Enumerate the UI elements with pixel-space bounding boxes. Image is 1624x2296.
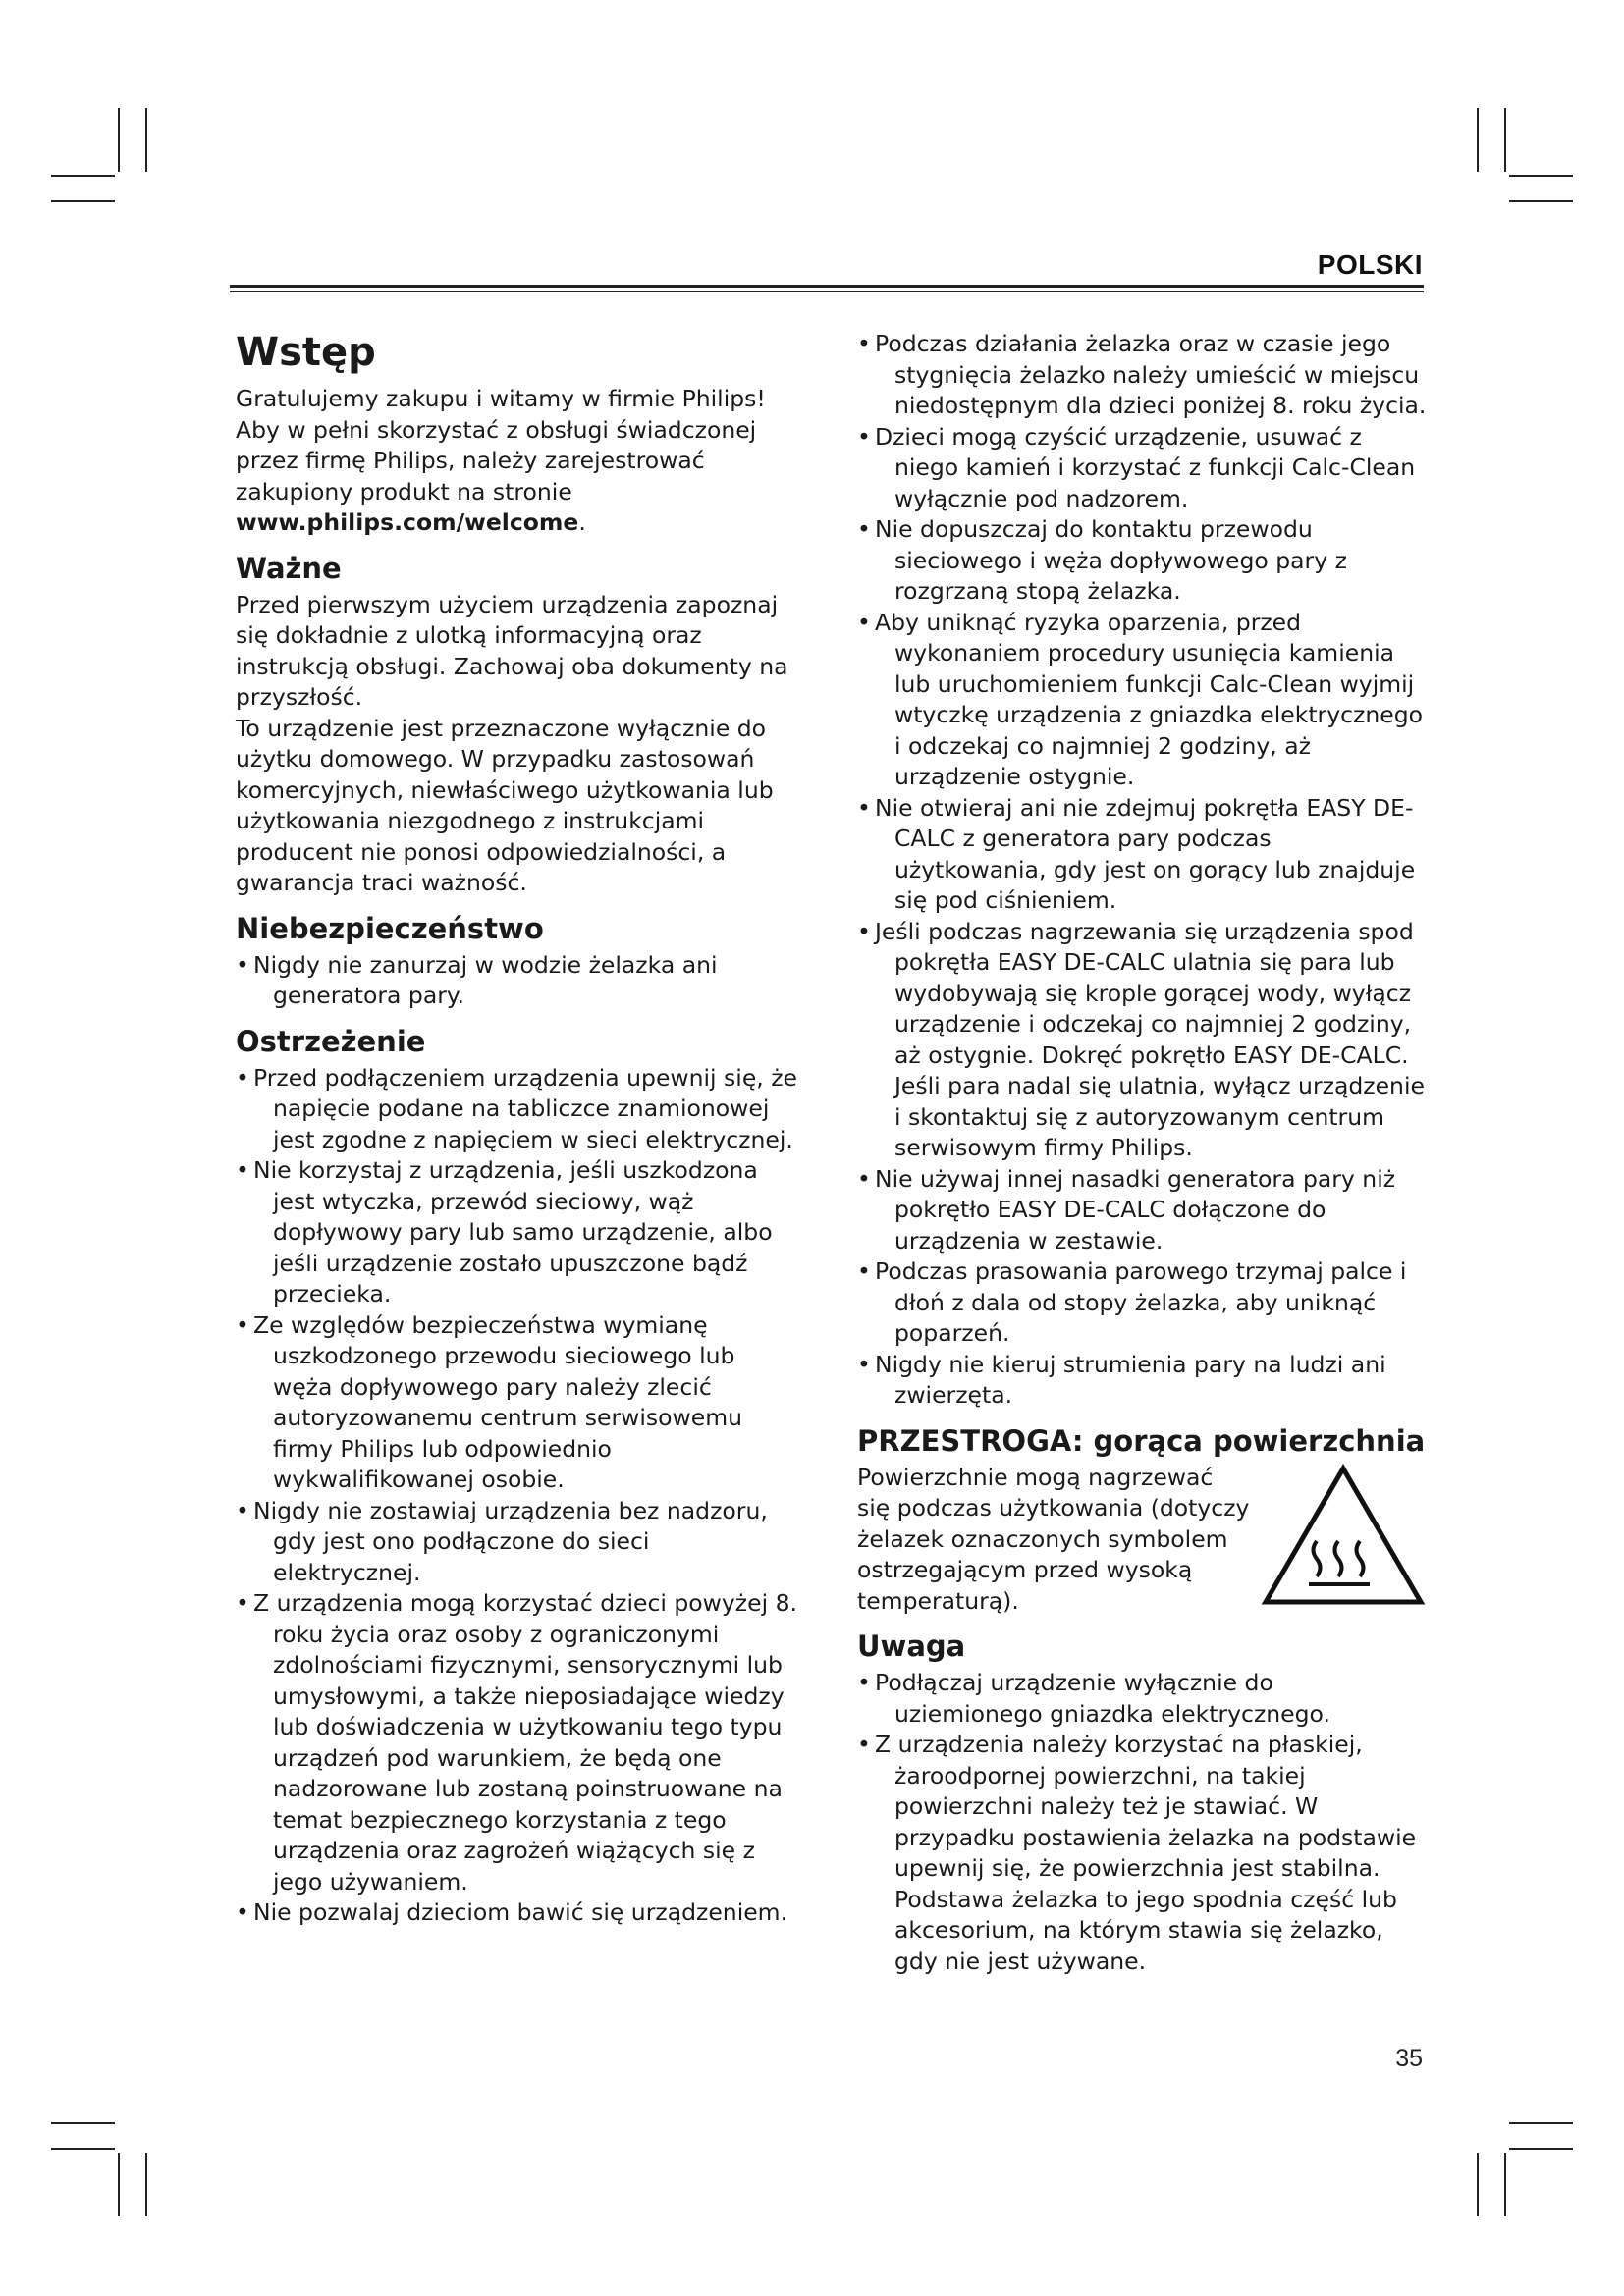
list-item: • Podczas prasowania parowego trzymaj palce i dłoń z dala od stopy żelazka, aby uniknąć poparzeń.: [857, 1256, 1427, 1350]
list-item: • Przed podłączeniem urządzenia upewnij się, że napięcie podane na tabliczce znamionowej jest zgodne z napięciem w sieci elektrycznej.: [236, 1063, 800, 1156]
list-item: • Nie dopuszczaj do kontaktu przewodu sieciowego i węża dopływowego pary z rozgrzaną stopą żelazka.: [857, 514, 1427, 608]
welcome-link[interactable]: www.philips.com/welcome: [236, 508, 579, 536]
note-list: [857, 1668, 1427, 1977]
list-item: • Nie korzystaj z urządzenia, jeśli uszkodzona jest wtyczka, przewód sieciowy, wąż dopływowy pary lub samo urządzenie, albo jeśli urządzenie zostało upuszczone bądź przecieka.: [236, 1155, 800, 1310]
list-item: • Podłączaj urządzenie wyłącznie do uziemionego gniazdka elektrycznego.: [857, 1668, 1427, 1730]
intro-title: Wstęp: [236, 330, 376, 375]
note-title: Uwaga: [857, 1629, 966, 1663]
list-item: • Dzieci mogą czyścić urządzenie, usuwać z niego kamień i korzystać z funkcji Calc-Clean wyłącznie pod nadzorem.: [857, 422, 1427, 515]
left-column: [236, 329, 800, 1929]
list-item: • Podczas działania żelazka oraz w czasie jego stygnięcia żelazko należy umieścić w miejscu niedostępnym dla dzieci poniżej 8. roku życia.: [857, 329, 1427, 422]
hot-surface-warning-icon: [1260, 1463, 1427, 1610]
important-paragraph: To urządzenie jest przeznaczone wyłącznie do użytku domowego. W przypadku zastosowań komercyjnych, niewłaściwego użytkowania lub użytkowania niezgodnego z instrukcjami producent nie ponosi odpowiedzialności, a gwarancja traci ważność.: [236, 714, 774, 896]
list-item: • Nie używaj innej nasadki generatora pary niż pokrętło EASY DE-CALC dołączone do urządzenia w zestawie.: [857, 1164, 1427, 1257]
right-column: [857, 329, 1427, 1977]
danger-title: Niebezpieczeństwo: [236, 911, 544, 945]
list-item: • Z urządzenia należy korzystać na płaskiej, żaroodpornej powierzchni, na takiej powierzchni należy też je stawiać. W przypadku postawienia żelazka na podstawie upewnij się, że powierzchnia jest stabilna. Podstawa żelazka to jego spodnia część lub akcesorium, na którym stawia się żelazko, gdy nie jest używane.: [857, 1730, 1427, 1977]
list-item: • Aby uniknąć ryzyka oparzenia, przed wykonaniem procedury usunięcia kamienia lub uruchomieniem funkcji Calc-Clean wyjmij wtyczkę urządzenia z gniazdka elektrycznego i odczekaj co najmniej 2 godziny, aż urządzenie ostygnie.: [857, 608, 1427, 793]
list-item: • Ze względów bezpieczeństwa wymianę uszkodzonego przewodu sieciowego lub węża dopływowego pary należy zlecić autoryzowanemu centrum serwisowemu firmy Philips lub odpowiednio wykwalifikowanej osobie.: [236, 1310, 800, 1496]
header-rule-thin: [230, 291, 1424, 292]
page-number: 35: [1395, 2045, 1423, 2072]
list-item: • Nigdy nie zostawiaj urządzenia bez nadzoru, gdy jest ono podłączone do sieci elektrycznej.: [236, 1496, 800, 1589]
list-item: • Nie pozwalaj dzieciom bawić się urządzeniem.: [236, 1897, 800, 1929]
important-title: Ważne: [236, 551, 342, 585]
header-rule: [230, 285, 1424, 288]
intro-text: [236, 384, 800, 539]
list-item: • Nigdy nie kieruj strumienia pary na ludzi ani zwierzęta.: [857, 1350, 1427, 1412]
warning-list: [236, 1063, 800, 1929]
list-item: • Nigdy nie zanurzaj w wodzie żelazka ani generatora pary.: [236, 950, 800, 1012]
list-item: • Nie otwieraj ani nie zdejmuj pokrętła EASY DE-CALC z generatora pary podczas użytkowania, gdy jest on gorący lub znajduje się pod ciśnieniem.: [857, 793, 1427, 917]
caution-text: Powierzchnie mogą nagrzewać się podczas użytkowania (dotyczy żelazek oznaczonych symbolem ostrzegającym przed wysoką temperaturą).: [857, 1463, 1250, 1615]
intro-url-suffix: .: [578, 508, 586, 536]
important-paragraph: Przed pierwszym użyciem urządzenia zapoznaj się dokładnie z ulotką informacyjną oraz instrukcją obsługi. Zachowaj oba dokumenty na przyszłość.: [236, 590, 788, 711]
warning-list-continued: [857, 329, 1427, 1412]
caution-title: PRZESTROGA: gorąca powierzchnia: [857, 1423, 1426, 1458]
intro-body: Gratulujemy zakupu i witamy w firmie Philips! Aby w pełni skorzystać z obsługi świadczonej przez firmę Philips, należy zarejestrować zakupiony produkt na stronie: [236, 385, 766, 506]
danger-list: [236, 950, 800, 1012]
warning-title: Ostrzeżenie: [236, 1024, 426, 1058]
list-item: • Jeśli podczas nagrzewania się urządzenia spod pokrętła EASY DE-CALC ulatnia się para lub wydobywają się krople gorącej wody, wyłącz urządzenie i odczekaj co najmniej 2 godziny, aż ostygnie. Dokręć pokrętło EASY DE-CALC. Jeśli para nadal się ulatnia, wyłącz urządzenie i skontaktuj się z autoryzowanym centrum serwisowym firmy Philips.: [857, 917, 1427, 1164]
caution-block: [857, 1463, 1427, 1618]
list-item: • Z urządzenia mogą korzystać dzieci powyżej 8. roku życia oraz osoby z ograniczonymi zdolnościami fizycznymi, sensorycznymi lub umysłowymi, a także nieposiadające wiedzy lub doświadczenia w użytkowaniu tego typu urządzeń pod warunkiem, że będą one nadzorowane lub zostaną poinstruowane na temat bezpiecznego korzystania z tego urządzenia oraz zagrożeń wiążących się z jego używaniem.: [236, 1588, 800, 1897]
language-label: POLSKI: [1317, 249, 1423, 280]
